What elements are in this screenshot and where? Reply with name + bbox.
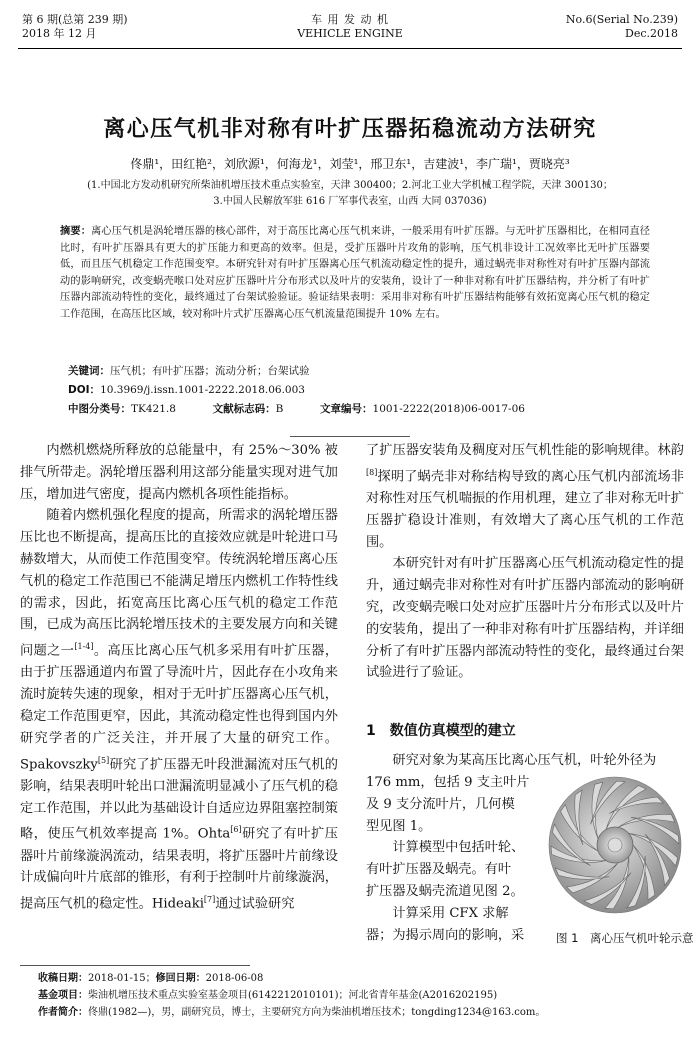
- revised-label: 修回日期：: [155, 973, 206, 984]
- serial-number: No.6(Serial No.239): [565, 13, 678, 26]
- section-title: 数值仿真模型的建立: [389, 723, 516, 739]
- clc-value: TK421.8: [131, 403, 176, 415]
- text-line: 器；为揭示周向的影响，采: [366, 927, 525, 943]
- abstract-label: 摘要：: [60, 226, 92, 237]
- keywords-label: 关键词：: [68, 365, 110, 377]
- text-run: 探明了蜗壳非对称结构导致的离心压气机内部流场非对称性对压气机喘振的作用机理，建立了非对称无叶扩压器扩稳设计准则，有效增大了离心压气机的工作范围。: [366, 469, 684, 550]
- citation[interactable]: [7]: [203, 895, 216, 905]
- doi: [68, 382, 305, 398]
- figure-1: [545, 770, 685, 920]
- funding-label: 基金项目：: [38, 990, 88, 1001]
- abstract-text: 离心压气机是涡轮增压器的核心部件，对于高压比离心压气机来讲，一般采用有叶扩压器。与无叶扩压器相比，在相同直径比时，有叶扩压器具有更大的扩压能力和更高的效率。但是，受扩压器叶片攻角的影响，压气机非设计工况效率比无叶扩压器要低，而且压气机稳定工作范围变窄。本研究针对有叶扩压器离心压气机流动稳定性的提升，通过蜗壳非对称性对有叶扩压器内部流动的影响研究，改变蜗壳喉口处对应扩压器叶片分布形式以及叶片的安装角，设计了一种非对称有叶扩压器结构，并分析了有叶扩压器内部流动特性的变化，最终通过了台架试验验证。验证结果表明：采用非对称有叶扩压器结构能够有效拓宽离心压气机的稳定工作范围，在高压比区域，较对称叶片式扩压器离心压气机流量范围提升 10% 左右。: [60, 226, 650, 320]
- issue-info: [22, 13, 128, 41]
- serial-date: Dec.2018: [625, 27, 678, 40]
- text-line: 有叶扩压器及蜗壳。有叶: [366, 862, 512, 878]
- text-line: 研究对象为某高压比离心压气机，叶轮外径为: [392, 753, 657, 768]
- citation[interactable]: [6]: [230, 825, 242, 835]
- text-line: 计算模型中包括叶轮、: [392, 840, 525, 856]
- doi-label: DOI：: [68, 384, 101, 396]
- paragraph: [20, 505, 338, 915]
- text-run: 研究了有叶扩压器叶片前缘漩涡流动，结果表明，将扩压器叶片前缘设计成偏向叶片底部的锥形，有利于控制叶片前缘漩涡，提高压气机的稳定性。Hideaki: [20, 826, 338, 912]
- text-run: 。高压比离心压气机多采用有叶扩压器，由于扩压器通道内布置了导流叶片，因此存在小攻角来流时旋转失速的现象，相对于无叶扩压器离心压气机，稳定工作范围更窄，因此，其流动稳定性也得到国内外研究学者的广泛关注，并开展了大量的研究工作。Spakovszky: [20, 643, 339, 772]
- text-line: 及 9 支分流叶片，几何模: [366, 796, 515, 812]
- doi-value: 10.3969/j.issn.1001-2222.2018.06.003: [100, 384, 305, 396]
- citation[interactable]: [1-4]: [74, 642, 94, 652]
- clc-label: 中图分类号：: [68, 403, 131, 415]
- figure-1-caption: 图 1 离心压气机叶轮示意: [556, 931, 694, 945]
- footnotes: [38, 970, 678, 1021]
- keywords: [68, 363, 310, 379]
- journal-name-en: VEHICLE ENGINE: [297, 27, 403, 40]
- text-run: 通过试验研究: [215, 896, 295, 912]
- impeller-illustration: [545, 770, 685, 920]
- header-rule: [18, 48, 682, 49]
- received-dates: [38, 970, 678, 987]
- article-number-label: 文章编号：: [320, 403, 373, 415]
- article-number-value: 1001-2222(2018)06-0017-06: [372, 403, 525, 415]
- affiliation-line-2: 3.中国人民解放军驻 616 厂军事代表室，山西 大同 037036): [213, 196, 487, 207]
- body-left-column: [20, 440, 338, 915]
- affiliation-line-1: (1.中国北方发动机研究所柴油机增压技术重点实验室，天津 300400；2.河北工业大学机械工程学院，天津 300130；: [87, 180, 613, 191]
- paper-title: 离心压气机非对称有叶扩压器拓稳流动方法研究: [103, 117, 597, 142]
- paragraph: [366, 440, 684, 553]
- section-number: 1: [366, 723, 376, 739]
- text-line: 计算采用 CFX 求解: [392, 905, 509, 921]
- keywords-text: 压气机；有叶扩压器；流动分析；台架试验: [110, 365, 310, 377]
- author-bio-text: 佟鼎(1982—)，男，副研究员，博士，主要研究方向为柴油机增压技术；tongding1234@163.com。: [88, 1007, 546, 1018]
- received-label: 收稿日期：: [38, 973, 88, 984]
- revised-date: 2018-06-08: [205, 973, 264, 984]
- funding: [38, 987, 678, 1004]
- text-line: 176 mm，包括 9 支主叶片: [366, 775, 530, 790]
- received-date: 2018-01-15；: [88, 973, 156, 984]
- issue-date: 2018 年 12 月: [22, 27, 97, 40]
- body-right-column: [366, 440, 684, 684]
- section-1-intro: [366, 750, 684, 772]
- section-heading: [366, 720, 516, 740]
- text-run: 了扩压器安装角及稠度对压气机性能的影响规律。林韵: [366, 443, 684, 458]
- classification-line: [68, 401, 525, 417]
- issue-number: 第 6 期(总第 239 期): [22, 13, 128, 26]
- author-bio: [38, 1004, 678, 1021]
- footnote-rule: [20, 965, 250, 966]
- doc-code-label: 文献标志码：: [212, 403, 276, 415]
- paragraph: 内燃机燃烧所释放的总能量中，有 25%～30% 被排气所带走。涡轮增压器利用这部分能量实现对进气加压，增加进气密度，提高内燃机各项性能指标。: [20, 443, 338, 502]
- citation[interactable]: [8]: [366, 467, 378, 477]
- section-1-wrapped-text: [366, 772, 541, 946]
- author-bio-label: 作者简介：: [38, 1007, 88, 1018]
- text-run: 随着内燃机强化程度的提高，所需求的涡轮增压器压比也不断提高，提高压比的直接效应就是叶轮进口马赫数增大，从而使工作范围变窄。传统涡轮增压离心压气机的稳定工作范围已不能满足增压内燃机工作特性线的需求，因此，拓宽高压比离心压气机的稳定工作范围，已成为高压比涡轮增压技术的主要发展方向和关键问题之一: [20, 508, 338, 659]
- journal-name-cn: 车 用 发 动 机: [311, 13, 389, 26]
- author-list: 佟鼎¹，田红艳²，刘欣源¹，何海龙¹，刘莹¹，邢卫东¹，吉建波¹，李广瑞¹，贾晓亮³: [130, 157, 570, 171]
- doc-code-value: B: [275, 403, 284, 415]
- journal-name: [250, 13, 450, 41]
- text-line: 型见图 1。: [366, 818, 432, 834]
- abstract-divider: [290, 436, 410, 437]
- citation[interactable]: [5]: [97, 755, 110, 765]
- text-line: 扩压器及蜗壳流道见图 2。: [366, 883, 524, 899]
- abstract: [60, 224, 650, 323]
- paragraph: 本研究针对有叶扩压器离心压气机流动稳定性的提升，通过蜗壳非对称性对有叶扩压器内部流动的影响研究，改变蜗壳喉口处对应扩压器叶片分布形式以及叶片的安装角，提出了一种非对称有叶扩压器结构，并详细分析了有叶扩压器内部流动特性的变化，最终通过台架试验进行了验证。: [366, 556, 684, 681]
- text-run: 研究了扩压器无叶段泄漏流对压气机的影响，结果表明叶轮出口泄漏流明显减小了压气机的稳定工作范围，并以此为基础设计自适应边界阻塞控制策略，使压气机效率提高 1%。Ohta: [20, 756, 338, 842]
- serial-info: [566, 13, 678, 41]
- funding-text: 柴油机增压技术重点实验室基金项目(6142212010101)；河北省青年基金(A2016202195): [88, 990, 498, 1001]
